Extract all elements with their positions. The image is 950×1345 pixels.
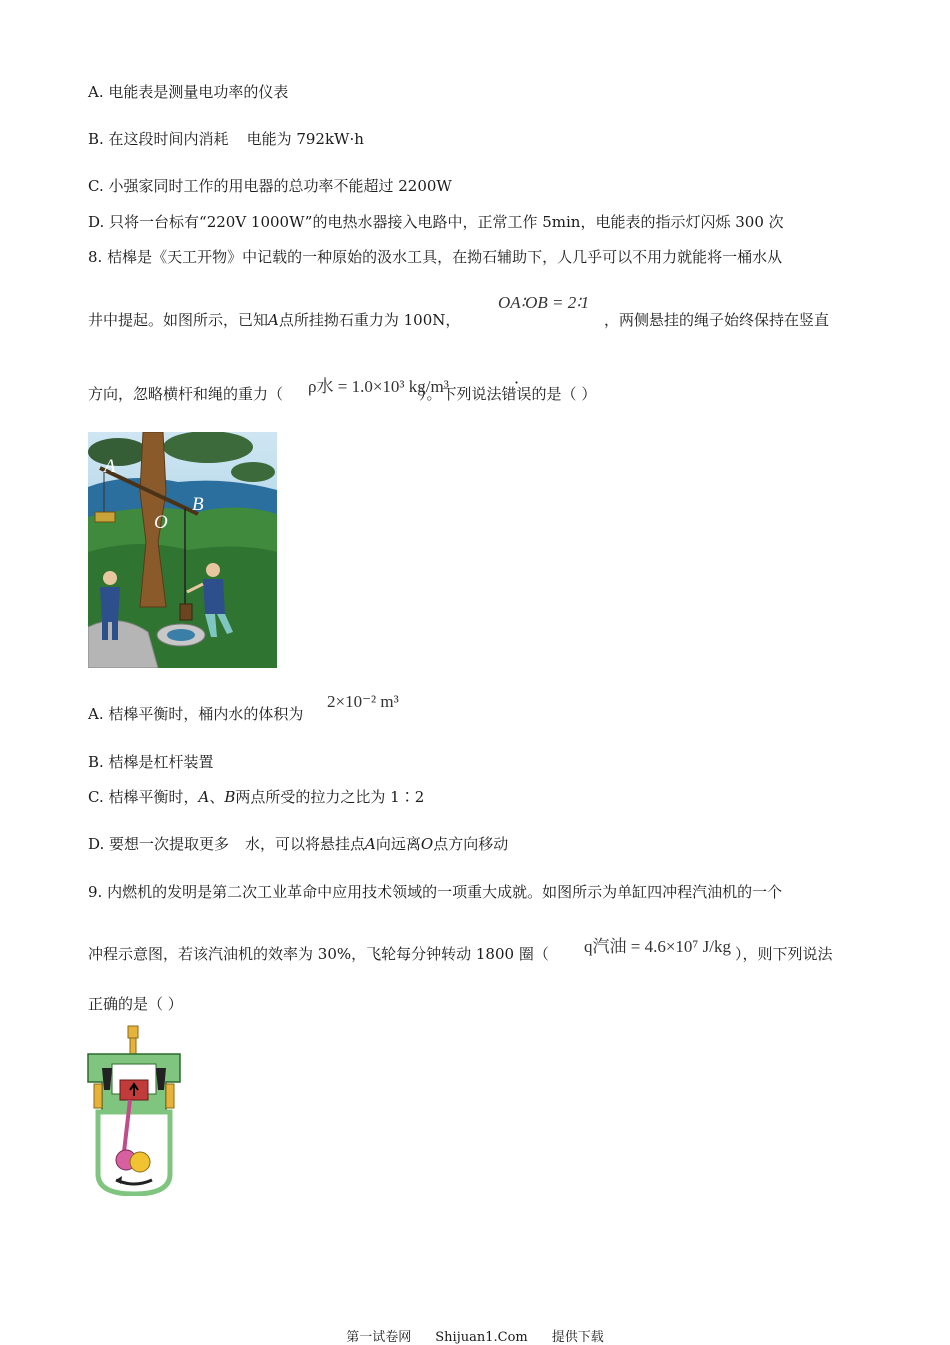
footer-site-name: 第一试卷网 [346, 1330, 412, 1345]
flywheel [130, 1152, 150, 1172]
q7-option-c: C. 小强家同时工作的用电器的总功率不能超过 2200W [88, 177, 452, 195]
q9-stem-line2-end: ），则下列说法 [735, 945, 833, 963]
q8-option-d-part3: 向远离 [375, 835, 421, 853]
footer-download: 提供下载 [551, 1330, 604, 1345]
q7-option-d: D. 只将一台标有“220V 1000W”的电热水器接入电路中，正常工作 5min，电能表的指示灯闪烁 300 次 [88, 213, 784, 231]
q8-option-d-point-o: O [420, 835, 434, 853]
q8-option-d-part4: 点方向移动 [433, 835, 509, 853]
q8-option-c-sep: 、 [209, 788, 225, 806]
q8-option-a-formula: 2×10⁻² m³ [327, 692, 399, 711]
crankcase [98, 1112, 170, 1194]
q9-line2-text-a: 冲程示意图，若该汽油机的效率为 30%，飞轮每分钟转动 1800 圈（ [88, 945, 549, 963]
q8-ratio-formula [498, 293, 589, 313]
q7-option-b-part1: B. 在这段时间内消耗 [88, 130, 229, 148]
q9-stem-line2 [88, 944, 549, 964]
q8-option-b: B. 桔槔是杠杆装置 [88, 753, 214, 771]
q8-option-c-point-b: B [224, 788, 236, 806]
q8-stem-line2-end: ，两侧悬挂的绳子始终保持在竖直 [604, 311, 830, 329]
q8-point-a: A [268, 311, 279, 329]
q8-ratio-text: OA∶OB = 2∶1 [498, 293, 590, 312]
q8-option-d-part1: D. 要想一次提取更多 [88, 835, 230, 853]
q9-stem-line1: 9. 内燃机的发明是第二次工业革命中应用技术领域的一项重大成就。如图所示为单缸四冲程汽油机的一个 [88, 883, 783, 901]
q8-density-formula: ρ水 = 1.0×10³ kg/m³ [308, 377, 449, 396]
engine-stroke-diagram [86, 1024, 182, 1196]
q8-line2-text-b: 点所挂拗石重力为 100N， [278, 311, 461, 329]
label-point-a: A [104, 456, 116, 477]
q8-option-c-point-a: A [198, 788, 210, 806]
intake-spring [94, 1084, 102, 1108]
q7-option-b [88, 129, 364, 149]
q7-option-a: A. 电能表是测量电功率的仪表 [88, 83, 289, 101]
counterweight-stone [95, 512, 115, 522]
q8-emphasis-wrong: 错误 [501, 385, 532, 403]
q8-option-c-part2: 两点所受的拉力之比为 1∶2 [235, 788, 425, 806]
q8-line3-text-c: 的是（ ） [531, 385, 597, 403]
q8-line3-text-a: 方向，忽略横杆和绳的重力（ [88, 385, 284, 403]
footer-site-url[interactable]: Shijuan1.Com [435, 1330, 528, 1345]
q8-option-a-text: A. 桔槔平衡时，桶内水的体积为 [88, 705, 304, 723]
q7-option-b-part2: 电能为 792kW·h [246, 130, 364, 148]
q8-option-c [88, 787, 424, 807]
q8-option-c-part1: C. 桔槔平衡时， [88, 788, 199, 806]
well-water [167, 629, 195, 641]
q8-option-d [88, 834, 508, 854]
q9-heat-value-formula: q汽油 = 4.6×10⁷ J/kg [584, 937, 731, 956]
q8-stem-line1: 8. 桔槔是《天工开物》中记载的一种原始的汲水工具，在拗石辅助下，人几乎可以不用力就能将一桶水从 [88, 248, 783, 266]
q8-option-d-part2: 水，可以将悬挂点 [245, 835, 366, 853]
q8-stem-line2 [88, 310, 460, 330]
page-footer [0, 1326, 950, 1345]
q8-line2-text-a: 井中提起。如图所示，已知 [88, 311, 269, 329]
water-bucket [180, 604, 192, 620]
exhaust-spring [166, 1084, 174, 1108]
q8-option-a [88, 704, 303, 724]
label-point-b: B [192, 494, 204, 515]
q8-option-d-point-a: A [365, 835, 376, 853]
q9-stem-line3: 正确的是（ ） [88, 995, 183, 1013]
q8-line3-text-b: ）。下列说法 [419, 385, 502, 403]
label-point-o: O [154, 512, 168, 533]
shadoof-illustration [88, 432, 277, 668]
spark-plug-top [128, 1026, 138, 1038]
